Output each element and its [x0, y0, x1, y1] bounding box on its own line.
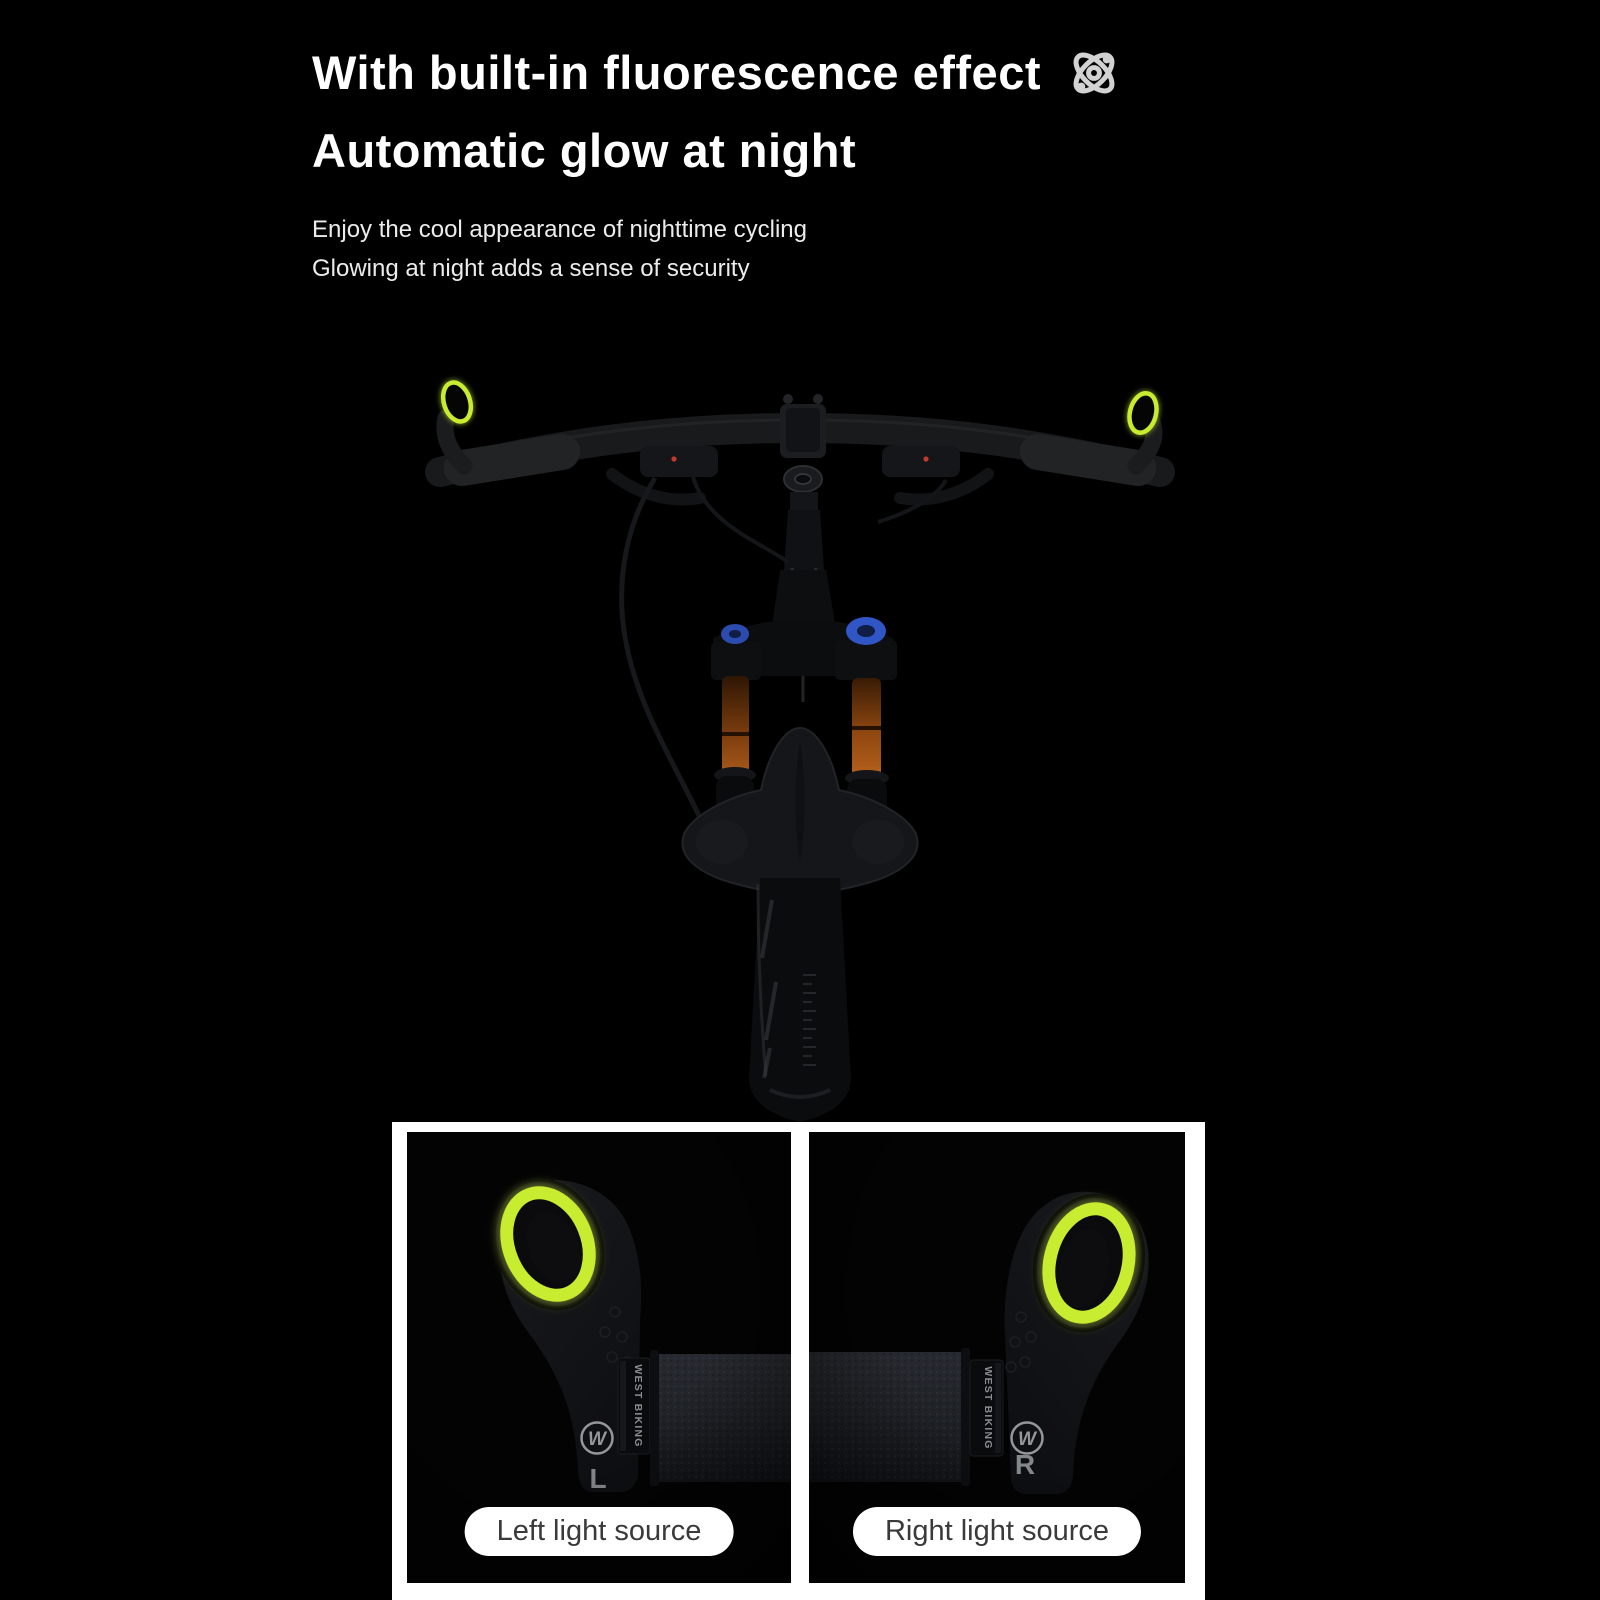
- saddle: [682, 728, 917, 894]
- subtitles: [312, 210, 1123, 288]
- comparison-panels-frame: [392, 1122, 1205, 1600]
- fork-stanchion-left: [722, 676, 749, 774]
- right-light-source-label: Right light source: [853, 1507, 1141, 1556]
- atom-icon: [1065, 44, 1123, 102]
- frame-tube: [749, 878, 851, 1122]
- title-line-1-text: With built-in fluorescence effect: [312, 46, 1041, 99]
- left-light-source-label: Left light source: [465, 1507, 734, 1556]
- subtitle-line-2: Glowing at night adds a sense of security: [312, 255, 750, 282]
- left-grip-panel: [407, 1132, 791, 1583]
- subtitle-line-1: Enjoy the cool appearance of nighttime cycling: [312, 216, 807, 243]
- title-line-2: Automatic glow at night: [312, 124, 857, 177]
- title-line-1: [312, 34, 1123, 112]
- right-grip-panel: [809, 1132, 1185, 1583]
- headline: [312, 34, 1123, 288]
